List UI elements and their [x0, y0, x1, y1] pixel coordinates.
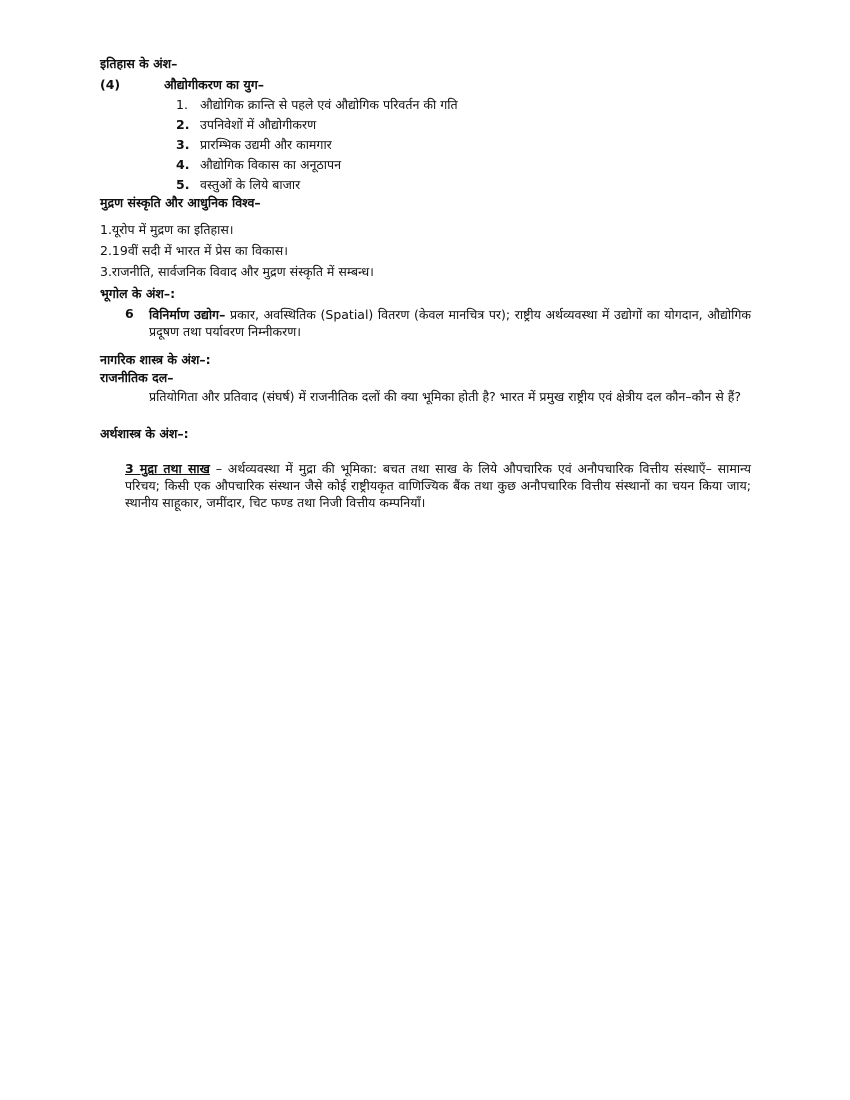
geography-item	[149, 306, 751, 340]
money-credit-text: – अर्थव्यवस्था में मुद्रा की भूमिका: बचत तथा साख के लिये औपचारिक एवं अनौपचारिक वित्तीय संस्थाएँ– सामान्य परिचय; किसी एक औपचारिक संस्थान जैसे कोई राष्ट्रीयकृत वाणिज्यिक बैंक तथा कुछ अनौपचारिक वित्तीय संस्थानों का चयन किया जाय; स्थानीय साहूकार, जमींदार, चिट फण्ड तथा निजी वित्तीय कम्पनियाँ।	[125, 461, 751, 510]
economics-heading: अर्थशास्त्र के अंश–:	[100, 426, 189, 441]
political-parties-heading: राजनीतिक दल–	[100, 370, 174, 385]
print-culture-heading: मुद्रण संस्कृति और आधुनिक विश्व–	[100, 195, 261, 210]
money-credit-title: 3 मुद्रा तथा साख	[125, 461, 210, 476]
unit-title: औद्योगीकरण का युग–	[164, 77, 265, 92]
geography-heading: भूगोल के अंश–:	[100, 286, 176, 301]
list-item: औद्योगिक क्रान्ति से पहले एवं औद्योगिक परिवर्तन की गति	[200, 97, 458, 112]
geography-item-title: विनिर्माण उद्योग–	[149, 307, 226, 322]
history-heading: इतिहास के अंश–	[100, 56, 178, 71]
list-item: उपनिवेशों में औद्योगीकरण	[200, 117, 317, 132]
geography-item-text: प्रकार, अवस्थितिक (Spatial) वितरण (केवल मानचित्र पर); राष्ट्रीय अर्थव्यवस्था में उद्योगों का योगदान, औद्योगिक प्रदूषण तथा पर्यावरण निम्नीकरण।	[149, 307, 751, 339]
print-item: 1.यूरोप में मुद्रण का इतिहास।	[100, 222, 234, 237]
civics-heading: नागरिक शास्त्र के अंश–:	[100, 352, 211, 367]
economics-item	[125, 460, 751, 511]
list-item-num: 2.	[176, 117, 190, 132]
geography-item-num: 6	[125, 306, 134, 321]
list-item-num: 3.	[176, 137, 190, 152]
list-item: वस्तुओं के लिये बाजार	[200, 177, 301, 192]
print-item: 2.19वीं सदी में भारत में प्रेस का विकास।	[100, 243, 288, 258]
print-item: 3.राजनीति, सार्वजनिक विवाद और मुद्रण संस्कृति में सम्बन्ध।	[100, 264, 374, 279]
list-item-num: 5.	[176, 177, 190, 192]
political-parties-text: प्रतियोगिता और प्रतिवाद (संघर्ष) में राजनीतिक दलों की क्या भूमिका होती है? भारत में प्रमुख राष्ट्रीय एवं क्षेत्रीय दल कौन–कौन से हैं?	[149, 389, 742, 404]
list-item-num: 1.	[176, 97, 188, 112]
list-item-num: 4.	[176, 157, 190, 172]
list-item: औद्योगिक विकास का अनूठापन	[200, 157, 342, 172]
list-item: प्रारम्भिक उद्यमी और कामगार	[200, 137, 332, 152]
unit-number: (4)	[100, 77, 121, 92]
